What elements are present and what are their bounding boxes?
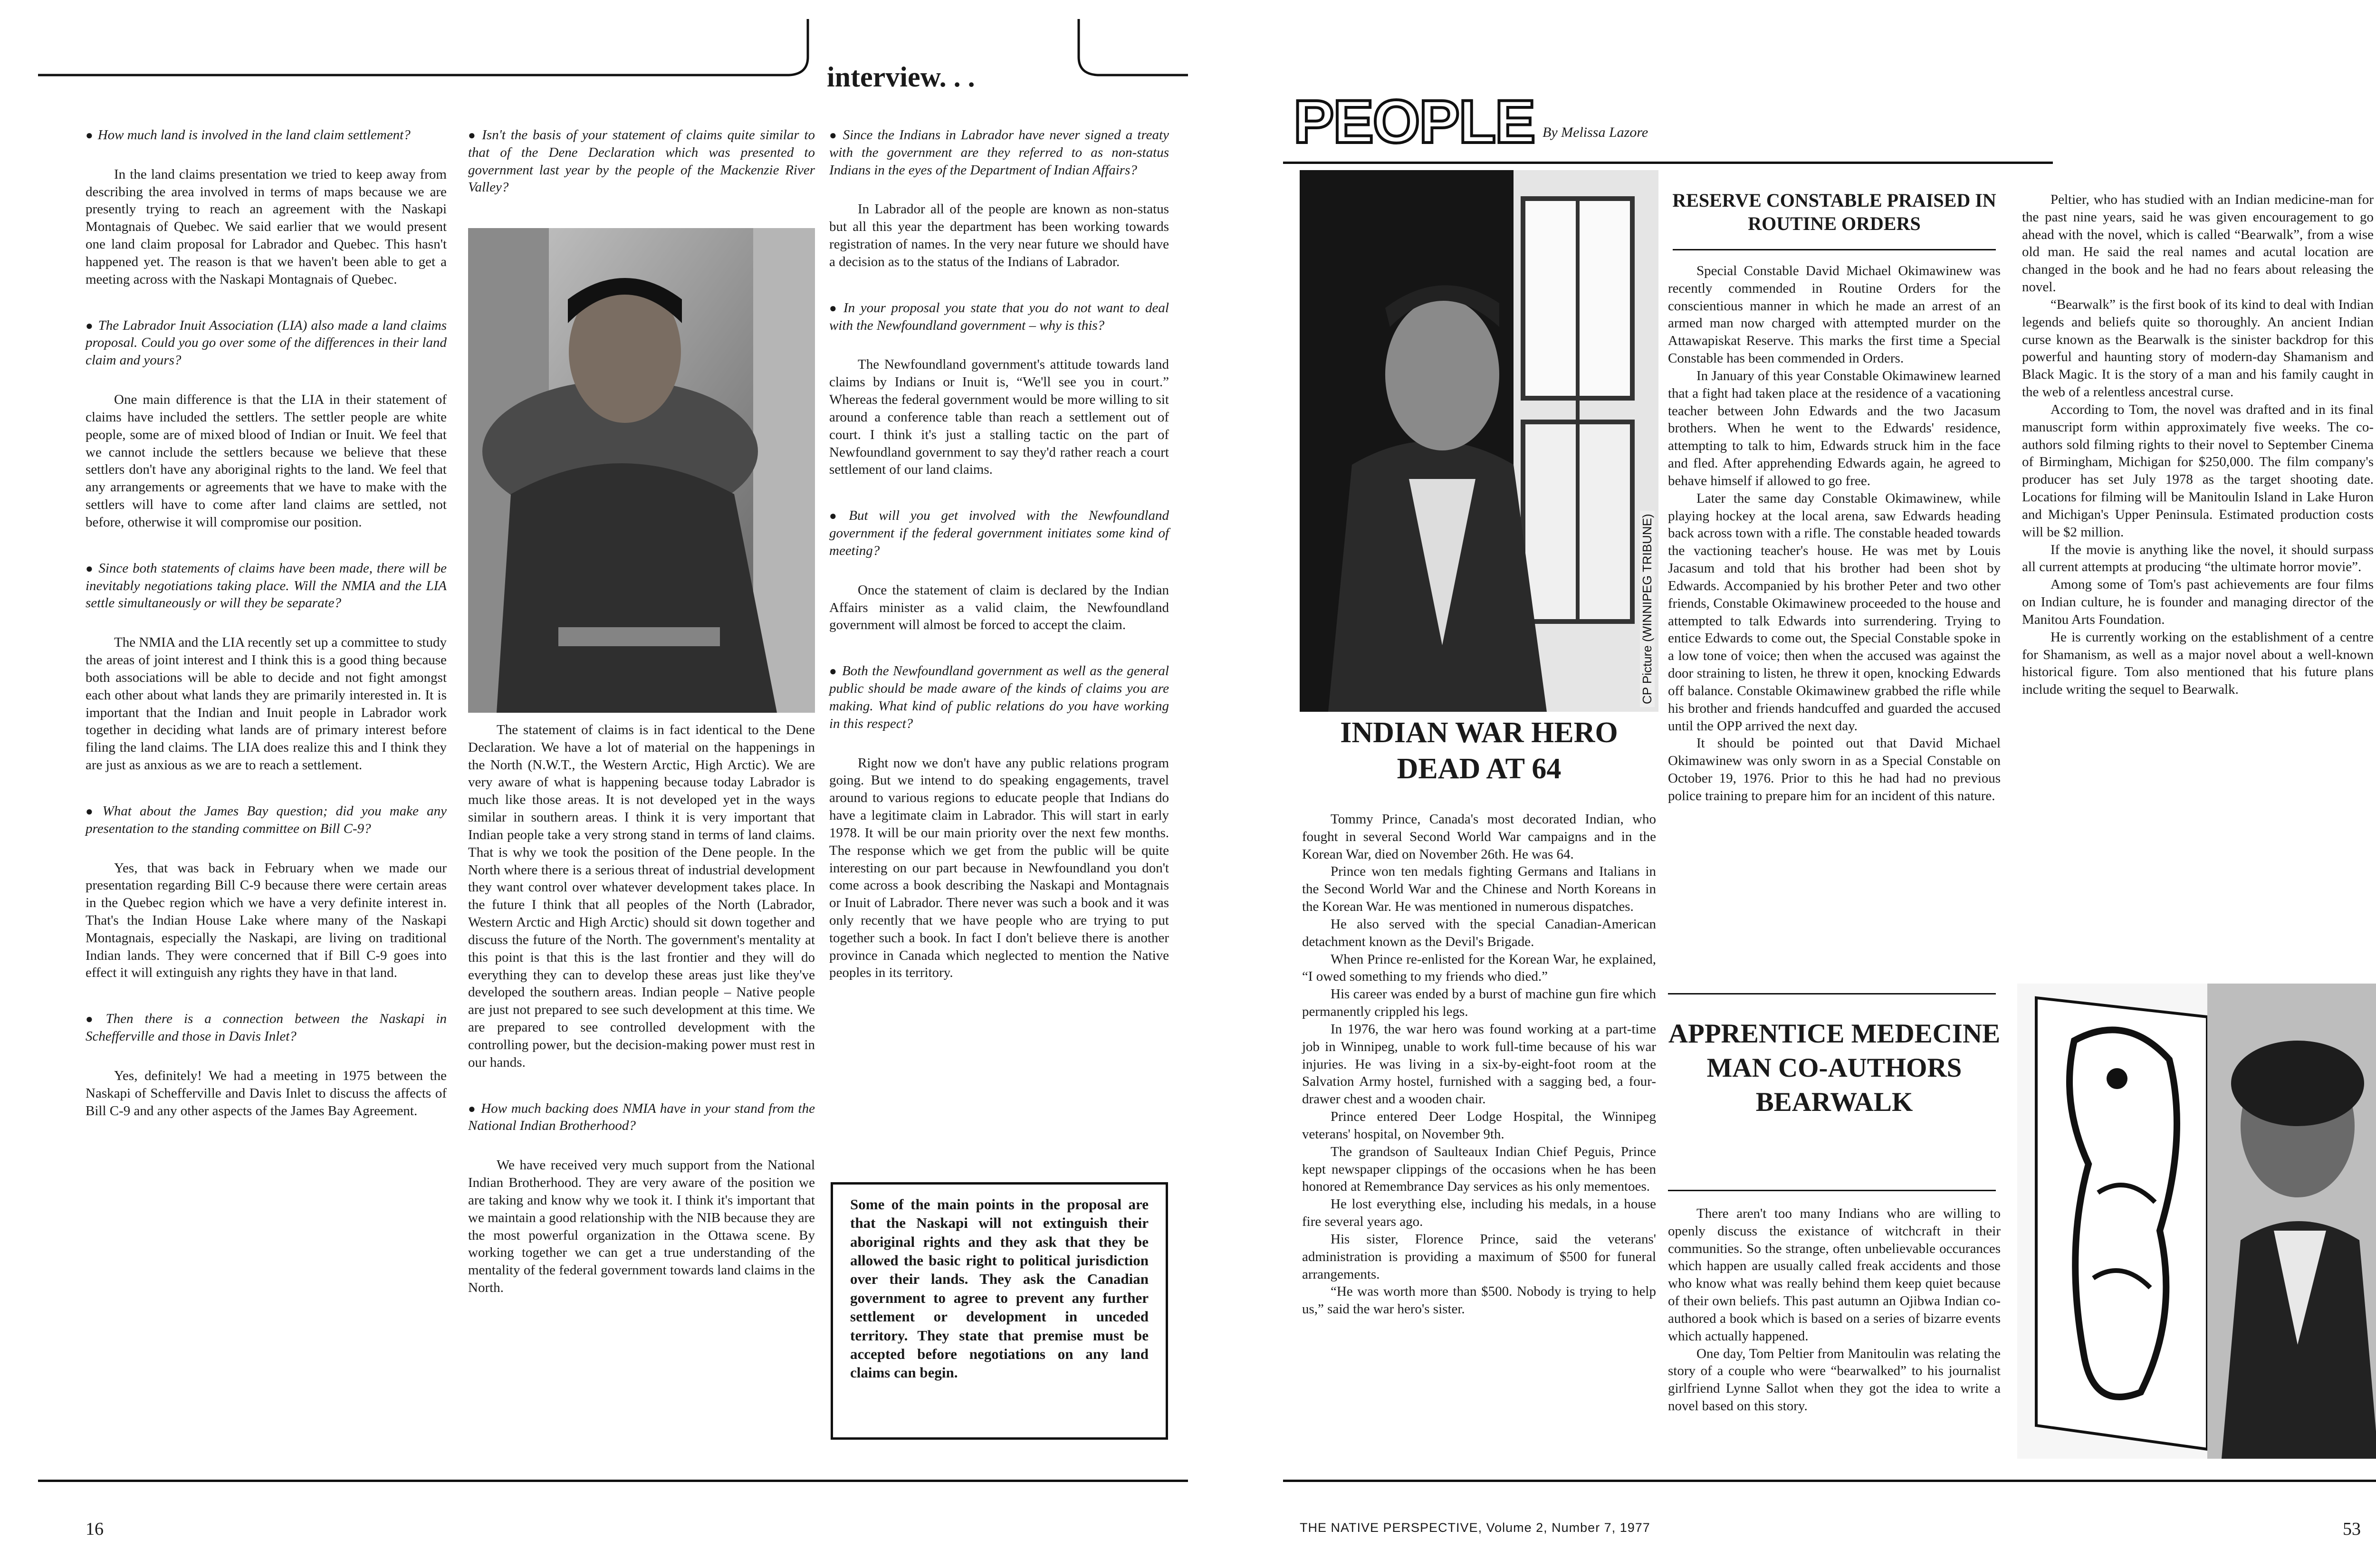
story3-rule-top <box>1668 993 1996 994</box>
question-text: In your proposal you state that you do not want to deal with the Newfoundland government – why is this? <box>829 300 1169 333</box>
story2-headline: RESERVE CONSTABLE PRAISED IN ROUTINE ORDERS <box>1672 190 1996 234</box>
answer-paragraph: We have received very much support from the National Indian Brotherhood. They are very aware of the position we are taking and know why we took it. I think it's important that we maintain a good relationship with the NIB because they are the most powerful organization in the Ottawa scene. By working together we can get a true understanding of the mentality of the federal government towards land claims in the North. <box>468 1157 815 1296</box>
answer-paragraph: One main difference is that the LIA in their statement of claims have included the settlers. The settler people are white people, some are of mixed blood of Indian or Inuit. We feel that we cannot include the settlers because we believe that these settlers don't have any aboriginal rights to the land. We feel that any arrangements or agreements that we have to make with the settlers will have to come after land claims are settled, not before, otherwise it will compromise our position. <box>86 392 447 530</box>
photo-credit: CP Picture (WINNIPEG TRIBUNE) <box>1640 511 1655 707</box>
byline: By Melissa Lazore <box>1542 124 1648 140</box>
body-paragraph: Later the same day Constable Okimawinew, while playing hockey at the local arena, saw Edwards heading back across town with a rifle. The constable headed towards the vactioning teacher's house. He was met by Louis Jacasum and told that his brother had been shot by Edwards. Accompanied by his brother Peter and two other friends, Constable Okimawinew proceeded to the house and attempted to talk Edwards into surrendering. Trying to entice Edwards to come out, the Special Constable spoke in a low tone of voice; then when the accused was against the door straining to listen, he threw it open, knocking Edwards off balance. Constable Okimawinew grabbed the rifle while his brother and friends handcuffed and guarded the accused until the OPP arrived the next day. <box>1668 490 2001 734</box>
bullet-icon: ● <box>86 804 98 818</box>
question <box>829 126 1169 179</box>
body-paragraph: His career was ended by a burst of machine gun fire which permanently crippled his legs. <box>1302 986 1656 1020</box>
people-banner <box>1289 89 1536 153</box>
bullet-icon: ● <box>86 318 94 333</box>
story2-rule <box>1673 249 1996 250</box>
bullet-icon: ● <box>829 128 838 142</box>
story1-headline: INDIAN WAR HERO DEAD AT 64 <box>1340 717 1618 785</box>
bottom-rule-right <box>1283 1480 2376 1482</box>
top-rule-right <box>1283 162 2053 164</box>
question-text: Isn't the basis of your statement of claims quite similar to that of the Dene Declaration which was presented to government last year by the people of the Mackenzie River Valley? <box>468 127 815 195</box>
question-text: Then there is a connection between the Naskapi in Schefferville and those in Davis Inlet? <box>86 1011 447 1044</box>
question <box>829 662 1169 732</box>
question-text: Since both statements of claims have been made, there will be inevitably negotiations taking place. Will the NMIA and the LIA settle simultaneously or will they be separate? <box>86 560 447 611</box>
body-paragraph: “He was worth more than $500. Nobody is trying to help us,” said the war hero's sister. <box>1302 1284 1656 1317</box>
section-title: interview. . . <box>827 61 975 93</box>
question <box>86 126 447 144</box>
body-paragraph: In January of this year Constable Okimawinew learned that a fight had taken place at the residence of a vacationing teacher between John Edwards and the two Jacasum brothers. When he went to the Edwards' residence, attempting to talk to him, Edwards struck him in the face and fled. After apprehending Edwards again, he agreed to behave himself if allowed to go free. <box>1668 368 2001 488</box>
interviewee-photo <box>468 228 815 713</box>
body-paragraph: It should be pointed out that David Michael Okimawinew was only sworn in as a Special Constable on October 19, 1976. Prior to this he had had no previous police training to prepare him for an incident of this nature. <box>1668 736 2001 803</box>
bullet-icon: ● <box>86 128 93 142</box>
question <box>86 803 447 838</box>
bullet-icon: ● <box>829 664 837 679</box>
question-text: How much backing does NMIA have in your stand from the National Indian Brotherhood? <box>468 1100 815 1134</box>
pull-quote-box <box>831 1182 1168 1440</box>
body-paragraph: Prince won ten medals fighting Germans and Italians in the Second World War and the Chinese and North Koreans in the Korean War. He was mentioned in numerous dispatches. <box>1302 864 1656 915</box>
question-text: But will you get involved with the Newfoundland government if the federal government initiates some kind of meeting? <box>829 508 1169 558</box>
body-paragraph: In 1976, the war hero was found working at a part-time job in Winnipeg, unable to work full-time because of his war injuries. He was living in a six-by-eight-foot room at the Salvation Army hostel, furnished with a sagging bed, a four-drawer chest and a wooden chair. <box>1302 1021 1656 1107</box>
question-text: The Labrador Inuit Association (LIA) also made a land claims proposal. Could you go over some of the differences in their land claim and yours? <box>86 317 447 368</box>
page-number-left: 16 <box>86 1519 104 1539</box>
question-text: Since the Indians in Labrador have never signed a treaty with the government are they referred to as non-status Indians in the eyes of the Department of Indian Affairs? <box>829 127 1169 178</box>
bullet-icon: ● <box>829 509 844 523</box>
people-banner-graphic <box>1289 89 1536 151</box>
bearwalk-art-photo <box>2017 984 2376 1459</box>
story3-headline: APPRENTICE MEDECINE MAN CO-AUTHORS BEARWALK <box>1668 1019 2001 1117</box>
question <box>86 317 447 369</box>
pull-quote-text: Some of the main points in the proposal are that the Naskapi will not extinguish their aboriginal rights and they ask that they be allowed the basic right to political jurisdiction over their lands. They ask the Canadian government to agree to prevent any further settlement or development in unceded territory. They state that premise must be accepted before negotiations on any land claims can begin. <box>850 1196 1149 1381</box>
page-number-right: 53 <box>2343 1519 2361 1539</box>
interview-column-3 <box>829 126 1169 1010</box>
question <box>829 507 1169 559</box>
portrait-illustration <box>468 228 815 713</box>
answer-paragraph: Yes, that was back in February when we made our presentation regarding Bill C-9 because there were certain areas in the Quebec region which we have a very definite interest in. That's the Indian House Lake where many of the Naskapi Montagnais, especially the Naskapi, are living on traditional Indian lands. They were concerned that if Bill C-9 goes into effect it will extinguish any rights they have in that land. <box>86 860 447 981</box>
answer-paragraph: The NMIA and the LIA recently set up a committee to study the areas of joint interest and I think this is a good thing because both associations will be able to decide and not fight amongst each other about what lands they are primarily interested in. It is important that the Indian and Inuit people in Labrador work together in deciding what lands are of primary interest before filing the land claims. The LIA does realize this and I think they are just as anxious as we are to reach a settlement. <box>86 635 447 773</box>
body-paragraph: There aren't too many Indians who are willing to openly discuss the existance of witchcraft in their communities. So the strange, often unbelievable occurances which happen are usually called freak accidents and those who know what was really behind them keep quiet because of their own beliefs. This past autumn an Ojibwa Indian co-authored a book which is based on a series of bizarre events which actually happened. <box>1668 1206 2001 1344</box>
story3-continued <box>2022 191 2374 698</box>
answer-paragraph: The statement of claims is in fact identical to the Dene Declaration. We have a lot of material on the happenings in the North (N.W.T., the Western Arctic, High Arctic). We are very aware of what is happening because today Labrador is much like those areas. It is not developed yet in the ways similar in southern areas. I think it is very important that Indian people take a very strong stand in terms of land claims. That is why we took the position of the Dene people. In the North where there is a serious threat of industrial development they want control over whatever development takes place. In the future I think that all peoples of the North (Labrador, Western Arctic and High Arctic) should sit down together and discuss the future of the North. The government's mentality at this point is that this is the last frontier and they will do everything they can to develop these areas just like they've developed the southern areas. Indian people – Native people are just not prepared to see such development at this time. We are prepared to see controlled development with the controlling power, but the decision-making power must rest in our hands. <box>468 722 815 1070</box>
bottom-rule <box>38 1480 1188 1482</box>
question <box>86 1010 447 1045</box>
body-paragraph: He is currently working on the establishment of a centre for Shamanism, as well as a major novel about a well-known historical figure. Tom also mentioned that his future plans include writing the sequel to Bearwalk. <box>2022 629 2374 698</box>
body-paragraph: The grandson of Saulteaux Indian Chief Peguis, Prince kept newspaper clippings of the occasions when he has been honored at Remembrance Day services as his only mementoes. <box>1302 1144 1656 1195</box>
body-paragraph: According to Tom, the novel was drafted and in its final manuscript form within approximately five weeks. The co-authors sold filming rights to their novel to September Cinema of Birmingham, Michigan for $250,000. The film company's producer has set July 1978 as the target shooting date. Locations for filming will be Manitoulin Island in Lake Huron and Michigan's Upper Peninsula. Estimated production costs will be $2 million. <box>2022 402 2374 540</box>
photo-illustration <box>1300 170 1658 712</box>
question-text: What about the James Bay question; did you make any presentation to the standing committee on Bill C-9? <box>86 803 447 836</box>
story3-body <box>1668 1205 2001 1415</box>
body-paragraph: Peltier, who has studied with an Indian medicine-man for the past nine years, said he was given encouragement to go ahead with the novel, which is called “Bearwalk”, from a wise old man. He said the real names and acutal location are changed in the book and he had no fears about releasing the novel. <box>2022 192 2374 295</box>
bullet-icon: ● <box>86 561 94 575</box>
answer-paragraph: In Labrador all of the people are known as non-status but all this year the department has been working towards registration of names. In the very near future we should have a decision as to the status of the Indians of Labrador. <box>829 201 1169 269</box>
body-paragraph: When Prince re-enlisted for the Korean War, he explained, “I owed something to my friends who died.” <box>1302 951 1656 985</box>
body-paragraph: Special Constable David Michael Okimawinew was recently commended in Routine Orders for the conscientious manner in which he made an arrest of an armed man now charged with attempted murder on the Attawapiskat Reserve. This marks the first time a Special Constable has been commended in Orders. <box>1668 263 2001 366</box>
question <box>829 299 1169 335</box>
question-text: Both the Newfoundland government as well as the general public should be made aware of the kinds of claims you are making. What kind of public relations do you have working in this respect? <box>829 663 1169 731</box>
interview-column-1 <box>86 126 447 1148</box>
tommy-prince-photo <box>1300 170 1658 712</box>
answer-paragraph: Right now we don't have any public relations program going. But we intend to do speaking engagements, travel around to various regions to educate people that Indians do have a legitimate claim in Labrador. This will start in early 1978. It will be our main priority over the next few months. The response which we get from the public will be quite interesting on our part because in Newfoundland you don't come across a book describing the Naskapi and Montagnais or Inuit of Labrador. There never was such a book and it was only recently that we have people who are trying to put together such a book. In fact I don't believe there is another province in Canada which neglected to mention the Native peoples in its territory. <box>829 755 1169 981</box>
body-paragraph: One day, Tom Peltier from Manitoulin was relating the story of a couple who were “bearwalked” to his journalist girlfriend Lynne Sallot when they got the idea to write a novel based on this story. <box>1668 1346 2001 1414</box>
question <box>86 560 447 612</box>
answer-paragraph: Yes, definitely! We had a meeting in 1975 between the Naskapi of Schefferville and Davis Inlet to discuss the affects of Bill C-9 and any other aspects of the James Bay Agreement. <box>86 1068 447 1119</box>
body-paragraph: If the movie is anything like the novel, it should surpass all current attempts at producing “the ultimate horror movie”. <box>2022 542 2374 575</box>
bullet-icon: ● <box>829 301 839 315</box>
body-paragraph: Prince entered Deer Lodge Hospital, the Winnipeg veterans' hospital, on November 9th. <box>1302 1109 1656 1142</box>
body-paragraph: He also served with the special Canadian-American detachment known as the Devil's Brigade. <box>1302 916 1656 949</box>
body-paragraph: His sister, Florence Prince, said the veterans' administration is providing a maximum of $500 for funeral arrangements. <box>1302 1231 1656 1282</box>
question-text: How much land is involved in the land claim settlement? <box>97 127 411 143</box>
answer-paragraph: The Newfoundland government's attitude towards land claims by Indians or Inuit is, “We'll see you in court.” Whereas the federal government would be more willing to sit around a conference table than reach a settlement out of court. I think it's just a stalling tactic on the part of Newfoundland government to say they'd rather reach a court settlement of our land claims. <box>829 357 1169 478</box>
art-illustration <box>2017 984 2376 1459</box>
bullet-icon: ● <box>86 1012 101 1026</box>
body-paragraph: Among some of Tom's past achievements are four films on Indian culture, he is founder and managing director of the Manitou Arts Foundation. <box>2022 577 2374 627</box>
magazine-footer: THE NATIVE PERSPECTIVE, Volume 2, Number 7, 1977 <box>1300 1520 1650 1535</box>
story1-body <box>1302 811 1656 1318</box>
story3-rule-bottom <box>1668 1190 1996 1191</box>
story2-body <box>1668 262 2001 805</box>
banner-text: PEOPLE <box>1293 89 1535 151</box>
answer-paragraph: In the land claims presentation we tried to keep away from describing the area involved in terms of maps because we are presently trying to reach an agreement with the Naskapi Montagnais of Quebec. We said earlier that we would present one land claim proposal for Labrador and Quebec. This hasn't happened yet. The reason is that we haven't been able to get a meeting across with the Naskapi Montagnais of Quebec. <box>86 166 447 287</box>
body-paragraph: He lost everything else, including his medals, in a house fire several years ago. <box>1302 1196 1656 1230</box>
answer-paragraph: Once the statement of claim is declared by the Indian Affairs minister as a valid claim, the Newfoundland government will almost be forced to accept the claim. <box>829 582 1169 633</box>
body-paragraph: Tommy Prince, Canada's most decorated Indian, who fought in several Second World War campaigns and in the Korean War, died on November 26th. He was 64. <box>1302 812 1656 862</box>
body-paragraph: “Bearwalk” is the first book of its kind to deal with Indian legends and beliefs quite so thoroughly. An ancient Indian curse known as the Bearwalk is the sinister backdrop for this powerful and haunting story of modern-day Shamanism and Black Magic. It is the story of a man and his family caught in the web of a relentless ancestral curse. <box>2022 296 2374 400</box>
